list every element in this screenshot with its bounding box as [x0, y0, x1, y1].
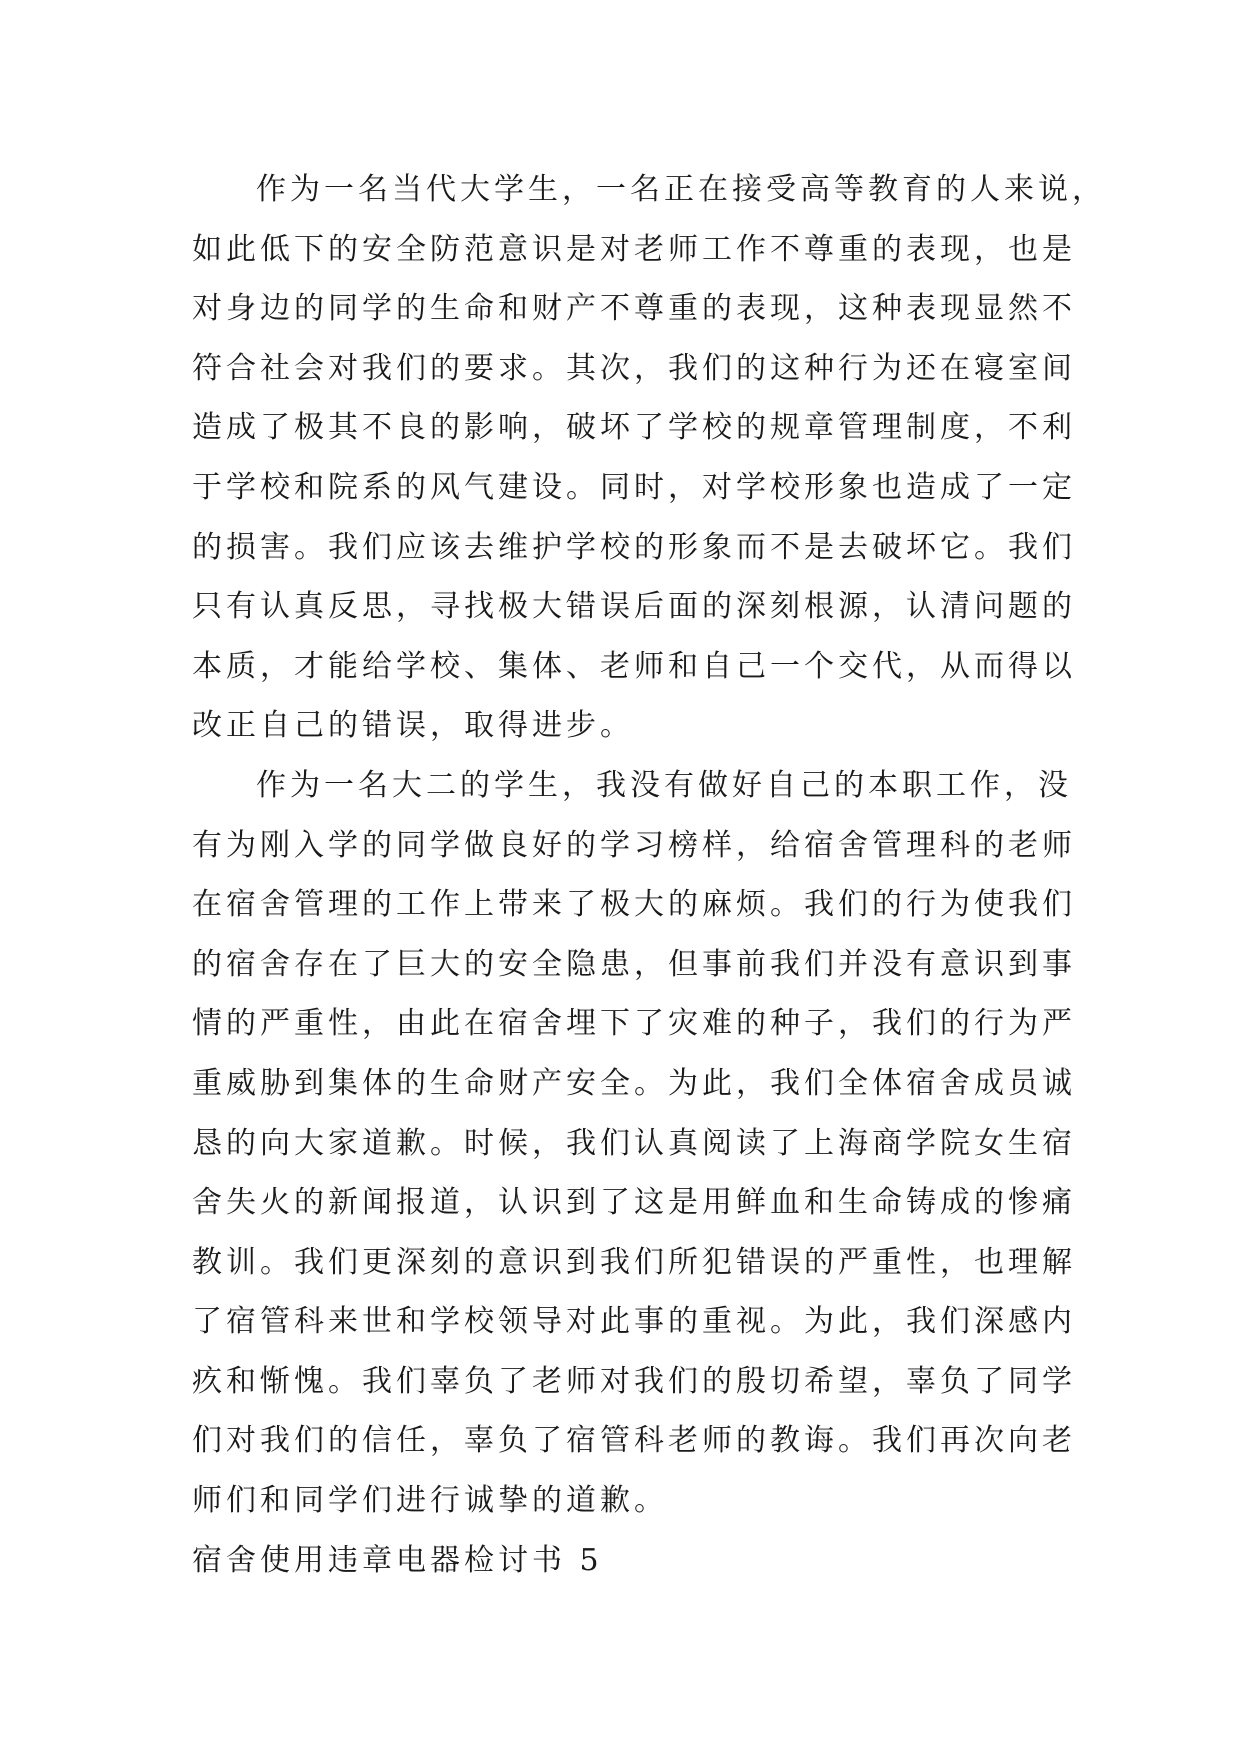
text-line: 对身边的同学的生命和财产不尊重的表现，这种表现显然不	[192, 291, 1076, 327]
text-line: 师们和同学们进行诚挚的道歉。	[192, 1483, 668, 1519]
text-line: 只有认真反思，寻找极大错误后面的深刻根源，认清问题的	[192, 589, 1076, 625]
text-line: 的宿舍存在了巨大的安全隐患，但事前我们并没有意识到事	[192, 946, 1076, 982]
text-line: 有为刚入学的同学做良好的学习榜样，给宿舍管理科的老师	[192, 827, 1076, 863]
text-line: 在宿舍管理的工作上带来了极大的麻烦。我们的行为使我们	[192, 887, 1076, 923]
text-line: 的损害。我们应该去维护学校的形象而不是去破坏它。我们	[192, 529, 1076, 565]
text-line: 舍失火的新闻报道，认识到了这是用鲜血和生命铸成的惨痛	[192, 1185, 1076, 1221]
text-line: 了宿管科来世和学校领导对此事的重视。为此，我们深感内	[192, 1304, 1076, 1340]
text-line: 重威胁到集体的生命财产安全。为此，我们全体宿舍成员诚	[192, 1065, 1076, 1101]
text-line: 符合社会对我们的要求。其次，我们的这种行为还在寝室间	[192, 350, 1076, 386]
paragraph-2	[192, 756, 1076, 1531]
text-line: 疚和惭愧。我们辜负了老师对我们的殷切希望，辜负了同学	[192, 1363, 1076, 1399]
text-line: 本质，才能给学校、集体、老师和自己一个交代，从而得以	[192, 648, 1076, 684]
text-line: 作为一名大二的学生，我没有做好自己的本职工作，没	[256, 767, 1072, 803]
text-line: 如此低下的安全防范意识是对老师工作不尊重的表现，也是	[192, 231, 1076, 267]
text-line: 恳的向大家道歉。时候，我们认真阅读了上海商学院女生宿	[192, 1125, 1076, 1161]
text-line: 改正自己的错误，取得进步。	[192, 708, 634, 744]
text-line: 于学校和院系的风气建设。同时，对学校形象也造成了一定	[192, 469, 1076, 505]
text-line: 教训。我们更深刻的意识到我们所犯错误的严重性，也理解	[192, 1244, 1076, 1280]
section-heading: 宿舍使用违章电器检讨书 5	[192, 1542, 603, 1578]
document-body	[192, 160, 1106, 1590]
text-line: 们对我们的信任，辜负了宿管科老师的教诲。我们再次向老	[192, 1423, 1076, 1459]
text-line: 情的严重性，由此在宿舍埋下了灾难的种子，我们的行为严	[192, 1006, 1076, 1042]
text-line: 作为一名当代大学生，一名正在接受高等教育的人来说，	[256, 172, 1106, 207]
paragraph-1	[192, 160, 1106, 756]
text-line: 造成了极其不良的影响，破坏了学校的规章管理制度，不利	[192, 410, 1076, 446]
